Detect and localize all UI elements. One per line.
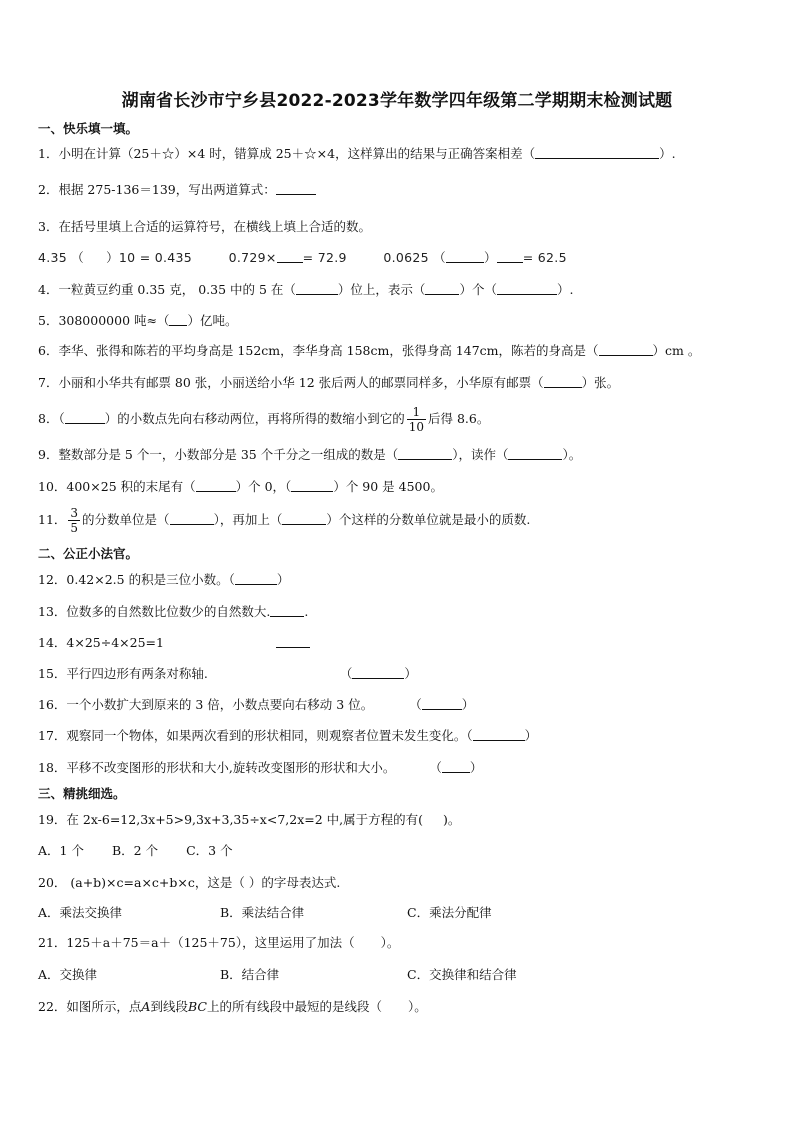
answer-blank[interactable] [169,313,187,326]
option-b[interactable]: B．结合律 [220,967,280,982]
answer-blank[interactable] [276,635,310,648]
answer-blank[interactable] [398,447,452,460]
question-10: 10．400×25 积的末尾有（ ）个 0，（ ）个 90 是 4500。 [38,479,443,494]
option-b[interactable]: B．2 个 [111,843,159,858]
answer-blank[interactable] [65,411,105,424]
answer-blank[interactable] [599,343,653,356]
question-15: 15．平行四边形有两条对称轴. （ ） [38,666,417,681]
fraction-one-tenth: $\frac{1}{10}$ [408,405,424,434]
question-2: 2．根据 275-136＝139，写出两道算式： [38,181,764,199]
question-1: 1．小明在计算（25＋☆）×4 时，错算成 25＋☆×4，这样算出的结果与正确答案相差（ ）. [38,146,676,161]
question-17: 17．观察同一个物体，如果两次看到的形状相同，则观察者位置未发生变化。（ ） [38,728,538,743]
question-19: 19．在 2x-6=12,3x+5>9,3x+3,35÷x<7,2x=2 中,属于方程的有( )。 [38,812,461,827]
question-20: 20． (a+b)×c=a×c+b×c，这是（ ）的字母表达式. [38,875,341,890]
question-16: 16．一个小数扩大到原来的 3 倍，小数点要向右移动 3 位。 （ ） [38,697,475,712]
answer-blank[interactable] [277,250,303,263]
answer-blank[interactable] [446,250,484,263]
answer-blank[interactable] [352,666,404,679]
answer-blank[interactable] [544,375,582,388]
section-3-heading: 三、精挑细选。 [38,786,126,801]
fraction-three-fifths: $\frac{3}{5}$ [70,506,79,535]
answer-blank[interactable] [170,512,214,525]
answer-blank[interactable] [291,479,333,492]
option-a[interactable]: A．1 个 [38,843,84,858]
answer-blank[interactable] [282,512,326,525]
answer-blank[interactable] [497,250,523,263]
question-21: 21．125＋a＋75＝a＋（125＋75），这里运用了加法（ ）。 [38,935,400,950]
answer-blank[interactable] [270,604,304,617]
option-c[interactable]: C．交换律和结合律 [407,967,517,982]
question-18: 18．平移不改变图形的形状和大小,旋转改变图形的形状和大小。 （ ） [38,760,483,775]
question-8: 8．（ ）的小数点先向右移动两位，再将所得的数缩小到它的 $\frac{1}{10}$ 后得 8.6。 [38,405,490,434]
question-19-options [38,842,764,860]
section-1-heading: 一、快乐填一填。 [38,121,139,136]
answer-blank[interactable] [422,697,462,710]
question-14: 14．4×25÷4×25=1 [38,634,764,652]
question-11: 11． $\frac{3}{5}$ 的分数单位是（ ），再加上（ ）个这样的分数单位就是最小的质数. [38,506,531,535]
answer-blank[interactable] [508,447,562,460]
question-13: 13．位数多的自然数比位数少的自然数大. . [38,604,309,619]
answer-blank[interactable] [296,282,338,295]
section-2-heading: 二、公正小法官。 [38,546,139,561]
option-a[interactable]: A．交换律 [38,967,98,982]
option-a[interactable]: A．乘法交换律 [38,905,123,920]
page-title: 湖南省长沙市宁乡县2022-2023学年数学四年级第二学期期末检测试题 [121,91,673,111]
question-9: 9．整数部分是 5 个一，小数部分是 35 个千分之一组成的数是（ ），读作（ ）。 [38,447,582,462]
question-3: 3．在括号里填上合适的运算符号，在横线上填上合适的数。 [38,219,371,234]
question-4: 4．一粒黄豆约重 0.35 克， 0.35 中的 5 在（ ）位上，表示（ ）个（ ）. [38,282,574,297]
answer-blank[interactable] [497,282,557,295]
question-5: 5．308000000 吨≈（ ）亿吨。 [38,313,238,328]
answer-blank[interactable] [196,479,236,492]
question-3-equations: 4.35 （ ）10 = 0.435 0.729× = 72.9 0.0625 （ ） = 62.5 [38,250,567,265]
question-22: 22．如图所示，点A到线段BC上的所有线段中最短的是线段（ ）。 [38,999,427,1014]
question-12: 12．0.42×2.5 的积是三位小数。（ ） [38,572,290,587]
answer-blank[interactable] [535,146,659,159]
question-6: 6．李华、张得和陈若的平均身高是 152cm，李华身高 158cm，张得身高 147cm，陈若的身高是（ ）cm 。 [38,343,701,358]
answer-blank[interactable] [442,760,470,773]
question-7: 7．小丽和小华共有邮票 80 张，小丽送给小华 12 张后两人的邮票同样多，小华原有邮票（ ）张。 [38,375,620,390]
option-c[interactable]: C．3 个 [186,843,233,858]
option-c[interactable]: C．乘法分配律 [407,905,492,920]
answer-blank[interactable] [473,728,525,741]
answer-blank[interactable] [425,282,459,295]
answer-blank[interactable] [276,182,316,195]
answer-blank[interactable] [235,572,277,585]
option-b[interactable]: B．乘法结合律 [220,905,305,920]
